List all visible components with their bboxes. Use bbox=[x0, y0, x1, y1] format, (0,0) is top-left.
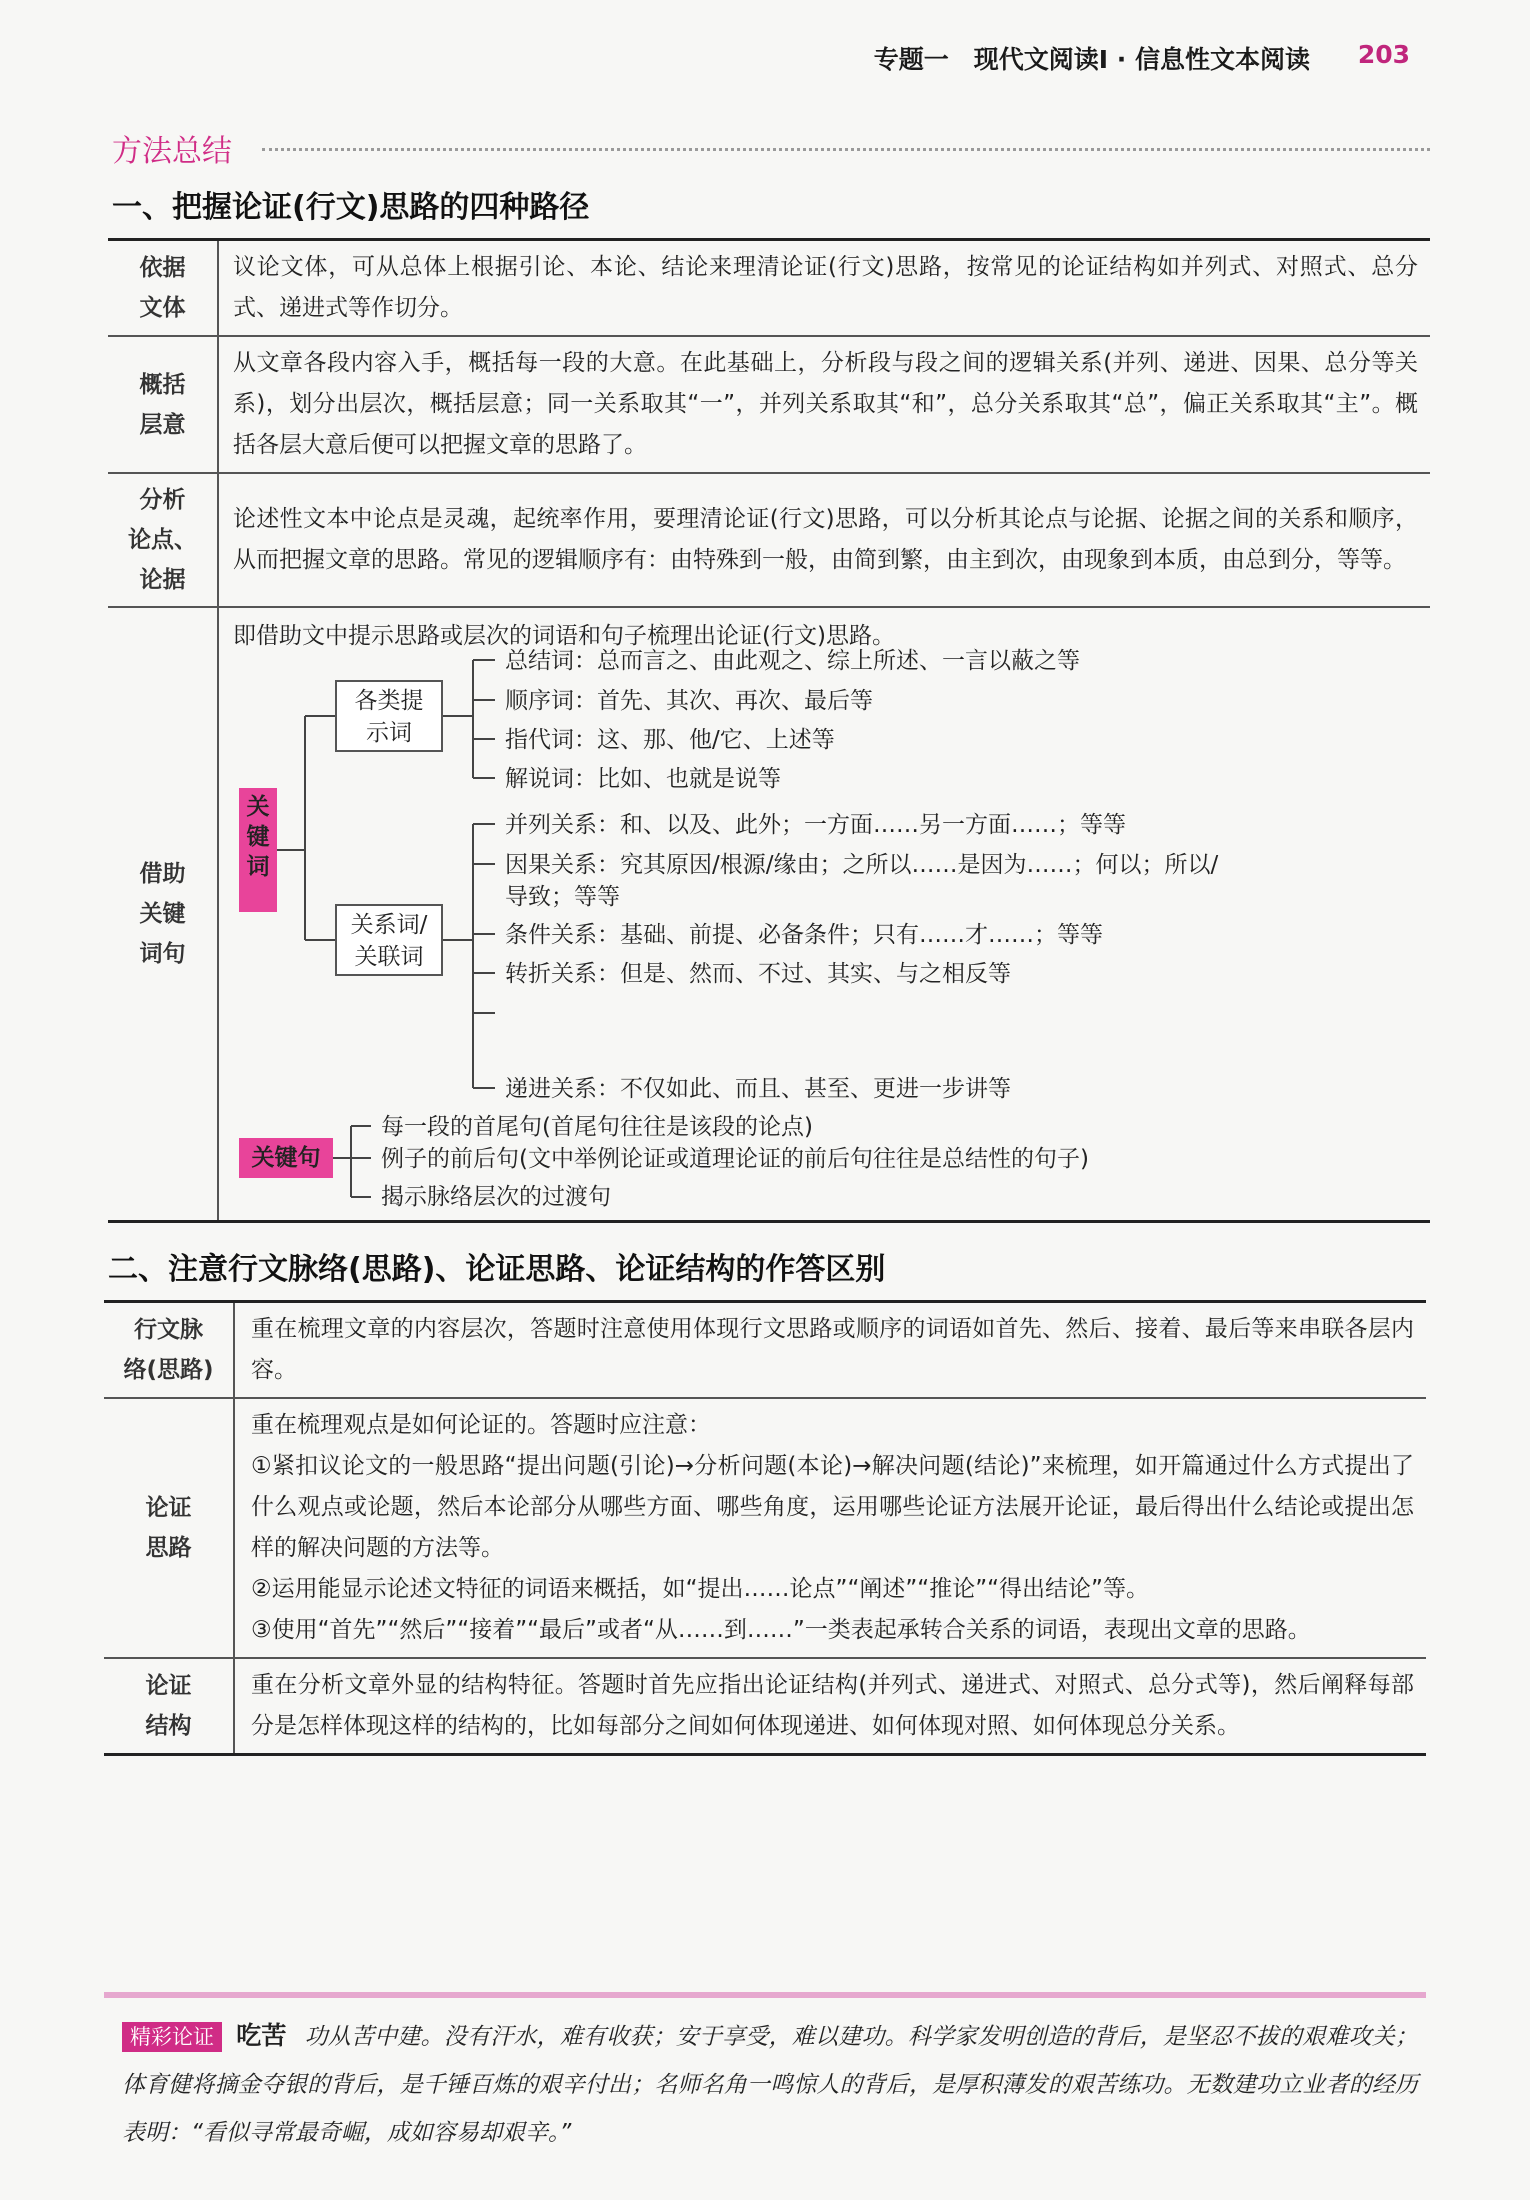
row-label: 分析 论点、 论据 bbox=[108, 473, 218, 607]
row-text: 重在梳理文章的内容层次，答题时注意使用体现行文思路或顺序的词语如首先、然后、接着、最后等来串联各层内容。 bbox=[234, 1302, 1426, 1399]
prompt-words-box: 各类提 示词 bbox=[335, 680, 443, 752]
list-item: 条件关系：基础、前提、必备条件；只有……才……；等等 bbox=[505, 922, 1103, 948]
list-item: 导致；等等 bbox=[505, 884, 620, 910]
quote-box bbox=[122, 2012, 1418, 2157]
table-row bbox=[104, 1658, 1426, 1755]
quote-divider bbox=[104, 1992, 1426, 1998]
list-item: 解说词：比如、也就是说等 bbox=[505, 766, 781, 792]
list-item: 指代词：这、那、他/它、上述等 bbox=[505, 727, 835, 753]
row-diagram-cell bbox=[218, 607, 1430, 1222]
row-text: 重在梳理观点是如何论证的。答题时应注意： ①紧扣议论文的一般思路“提出问题(引论)→分析问题(本论)→解决问题(结论)”来梳理，如开篇通过什么方式提出了什么观点或论题，然后本论部分从哪些方面、哪些角度，运用哪些论证方法展开论证，最后得出什么结论或提出怎样的解决问题的方法等。 ②运用能显示论述文特征的词语来概括，如“提出……论点”“阐述”“推论”“得出结论”等。 ③使用“首先”“然后”“接着”“最后”或者“从……到……”一类表起承转合关系的词语，表现出文章的思路。 bbox=[234, 1398, 1426, 1658]
dotted-rule bbox=[262, 148, 1430, 151]
table-row bbox=[108, 240, 1430, 337]
row-text: 重在分析文章外显的结构特征。答题时首先应指出论证结构(并列式、递进式、对照式、总分式等)，然后阐释每部分是怎样体现这样的结构的，比如每部分之间如何体现递进、如何体现对照、如何体现总分关系。 bbox=[234, 1658, 1426, 1755]
quote-text: 功从苦中建。没有汗水，难有收获；安于享受，难以建功。科学家发明创造的背后，是坚忍不拔的艰难攻关；体育健将摘金夺银的背后，是千锤百炼的艰辛付出；名师名角一鸣惊人的背后，是厚积薄发的艰苦练功。无数建功立业者的经历表明：“看似寻常最奇崛，成如容易却艰辛。” bbox=[122, 2024, 1418, 2146]
list-item: 例子的前后句(文中举例论证或道理论证的前后句往往是总结性的句子) bbox=[381, 1146, 1089, 1172]
list-item: 因果关系：究其原因/根源/缘由；之所以……是因为……；何以；所以/ bbox=[505, 852, 1219, 878]
quote-badge: 精彩论证 bbox=[122, 2022, 222, 2052]
row-label: 借助 关键 词句 bbox=[108, 607, 218, 1222]
running-title: 专题一 现代文阅读Ⅰ · 信息性文本阅读 bbox=[873, 45, 1310, 74]
list-item: 并列关系：和、以及、此外；一方面……另一方面……；等等 bbox=[505, 812, 1126, 838]
keyword-diagram bbox=[233, 612, 1418, 1212]
page-number: 203 bbox=[1357, 40, 1410, 69]
list-item: 总结词：总而言之、由此观之、综上所述、一言以蔽之等 bbox=[505, 648, 1080, 674]
table-row bbox=[108, 473, 1430, 607]
relation-words-box: 关系词/ 关联词 bbox=[335, 904, 443, 976]
section2-title: 二、注意行文脉络(思路)、论证思路、论证结构的作答区别 bbox=[108, 1252, 886, 1287]
quote-keyword: 吃苦 bbox=[236, 2021, 287, 2050]
table-row bbox=[104, 1398, 1426, 1658]
row-label: 行文脉 络(思路) bbox=[104, 1302, 234, 1399]
row-label: 依据 文体 bbox=[108, 240, 218, 337]
row-label: 概括 层意 bbox=[108, 336, 218, 473]
row-text: 从文章各段内容入手，概括每一段的大意。在此基础上，分析段与段之间的逻辑关系(并列、递进、因果、总分等关系)，划分出层次，概括层意；同一关系取其“一”，并列关系取其“和”，总分关系取其“总”，偏正关系取其“主”。概括各层大意后便可以把握文章的思路了。 bbox=[218, 336, 1430, 473]
table-row bbox=[104, 1302, 1426, 1399]
list-item: 揭示脉络层次的过渡句 bbox=[381, 1184, 611, 1210]
table-row bbox=[108, 607, 1430, 1222]
row-text: 论述性文本中论点是灵魂，起统率作用，要理清论证(行文)思路，可以分析其论点与论据、论据之间的关系和顺序，从而把握文章的思路。常见的逻辑顺序有：由特殊到一般，由简到繁，由主到次，由现象到本质，由总到分，等等。 bbox=[218, 473, 1430, 607]
list-item: 每一段的首尾句(首尾句往往是该段的论点) bbox=[381, 1114, 813, 1140]
section1-table bbox=[108, 238, 1430, 1223]
row-label: 论证 结构 bbox=[104, 1658, 234, 1755]
list-item: 转折关系：但是、然而、不过、其实、与之相反等 bbox=[505, 961, 1011, 987]
row-text: 议论文体，可从总体上根据引论、本论、结论来理清论证(行文)思路，按常见的论证结构如并列式、对照式、总分式、递进式等作切分。 bbox=[218, 240, 1430, 337]
keyword-tag: 关键词 bbox=[239, 788, 277, 912]
diagram-intro: 即借助文中提示思路或层次的词语和句子梳理出论证(行文)思路。 bbox=[233, 623, 895, 649]
section2-table bbox=[104, 1300, 1426, 1756]
table-row bbox=[108, 336, 1430, 473]
key-sentence-tag: 关键句 bbox=[239, 1138, 333, 1178]
section1-title: 一、把握论证(行文)思路的四种路径 bbox=[112, 190, 590, 225]
method-summary-label: 方法总结 bbox=[112, 134, 232, 169]
running-head bbox=[820, 40, 1420, 74]
list-item: 递进关系：不仅如此、而且、甚至、更进一步讲等 bbox=[505, 1076, 1011, 1102]
list-item: 顺序词：首先、其次、再次、最后等 bbox=[505, 688, 873, 714]
row-label: 论证 思路 bbox=[104, 1398, 234, 1658]
